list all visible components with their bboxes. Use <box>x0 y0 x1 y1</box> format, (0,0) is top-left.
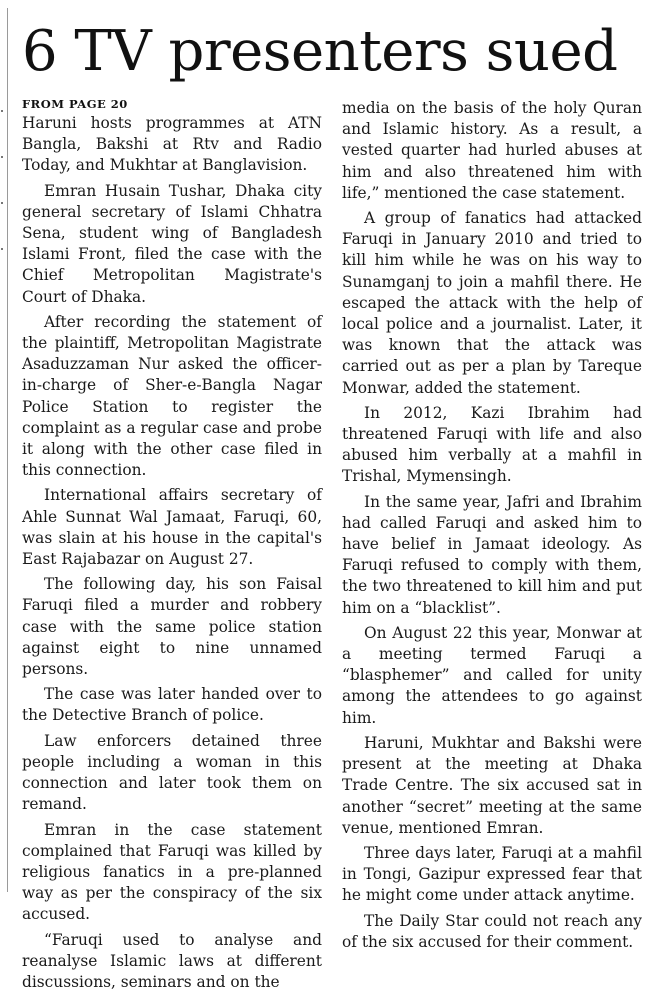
article-paragraph: Three days later, Faruqi at a mahfil in Tongi, Gazipur expressed fear that he might come under attack anytime. <box>342 843 642 905</box>
article-paragraph: Emran in the case statement complained that Faruqi was killed by religious fanatics in a pre-planned way as per the conspiracy of the six accused. <box>22 820 322 924</box>
gutter-mark <box>1 248 3 250</box>
gutter-mark <box>1 110 3 112</box>
gutter-mark <box>1 156 3 158</box>
article-paragraph: Haruni hosts programmes at ATN Bangla, Bakshi at Rtv and Radio Today, and Mukhtar at Banglavision. <box>22 114 322 175</box>
continuation-kicker: FROM PAGE 20 <box>22 97 128 111</box>
article-paragraph: A group of fanatics had attacked Faruqi in January 2010 and tried to kill him while he was on his way to Sunamganj to join a mahfil there. He escaped the attack with the help of local police and a journalist. Later, it was known that the attack was carried out as per a plan by Tareque Monwar, added the statement. <box>342 209 642 397</box>
article-paragraph: “Faruqi used to analyse and reanalyse Islamic laws at different discussions, seminars and on the <box>22 930 322 991</box>
article-paragraph: In 2012, Kazi Ibrahim had threatened Faruqi with life and also abused him verbally at a mahfil in Trishal, Mymensingh. <box>342 403 642 486</box>
article-headline: 6 TV presenters sued <box>22 19 618 84</box>
article-column-left <box>22 98 322 993</box>
gutter-marks <box>1 110 5 294</box>
article-paragraph: Haruni, Mukhtar and Bakshi were present at the meeting at Dhaka Trade Centre. The six accused sat in another “secret” meeting at the same venue, mentioned Emran. <box>342 733 642 837</box>
article-paragraph: The Daily Star could not reach any of the six accused for their comment. <box>342 911 642 951</box>
article-paragraph: International affairs secretary of Ahle Sunnat Wal Jamaat, Faruqi, 60, was slain at his house in the capital's East Rajabazar on August 27. <box>22 486 322 569</box>
article-paragraph: On August 22 this year, Monwar at a meeting termed Faruqi a “blasphemer” and called for unity among the attendees to go against him. <box>342 623 642 727</box>
gutter-mark <box>1 202 3 204</box>
article-paragraph: After recording the statement of the plaintiff, Metropolitan Magistrate Asaduzzaman Nur asked the officer-in-charge of Sher-e-Bangla Nagar Police Station to register the complaint as a regular case and probe it along with the other case filed in this connection. <box>22 312 322 480</box>
article-paragraph: In the same year, Jafri and Ibrahim had called Faruqi and asked him to have belief in Jamaat ideology. As Faruqi refused to comply with them, the two threatened to kill him and put him on a “blacklist”. <box>342 492 642 617</box>
article-paragraph: Law enforcers detained three people including a woman in this connection and later took them on remand. <box>22 731 322 814</box>
article-paragraph: media on the basis of the holy Quran and Islamic history. As a result, a vested quarter had hurled abuses at him and also threatened him with life,” mentioned the case statement. <box>342 99 642 202</box>
article-paragraph: Emran Husain Tushar, Dhaka city general secretary of Islami Chhatra Sena, student wing of Bangladesh Islami Front, filed the case with the Chief Metropolitan Magistrate's Court of Dhaka. <box>22 181 322 306</box>
article-column-right <box>342 98 642 953</box>
column-divider-rule <box>7 8 8 892</box>
article-paragraph: The following day, his son Faisal Faruqi filed a murder and robbery case with the same police station against eight to nine unnamed persons. <box>22 575 322 679</box>
article-paragraph: The case was later handed over to the Detective Branch of police. <box>22 685 322 725</box>
